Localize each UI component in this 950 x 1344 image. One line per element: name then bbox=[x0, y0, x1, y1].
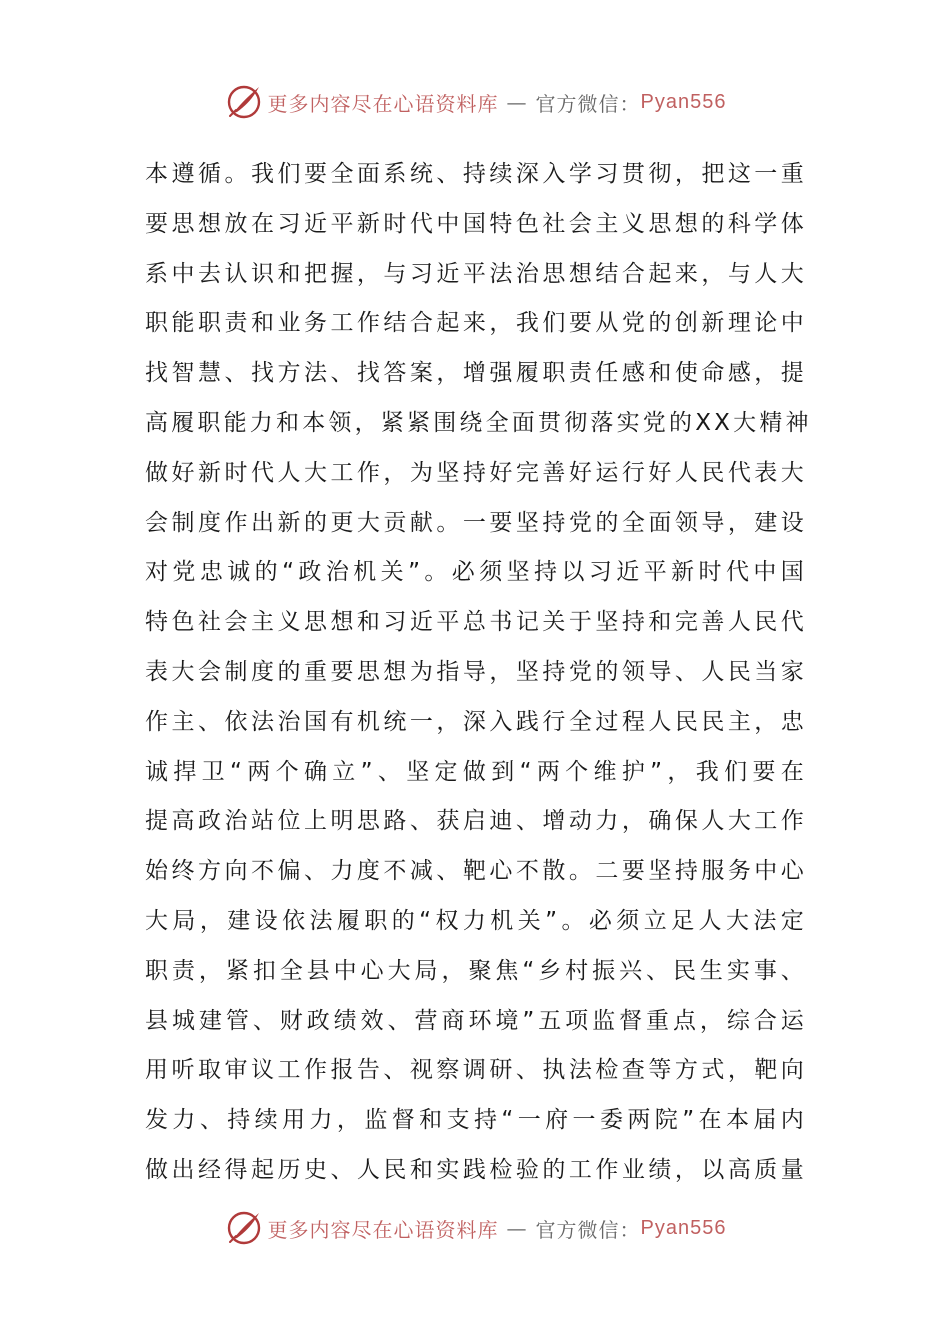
body-line: 始终方向不偏、力度不减、靶心不散。二要坚持服务中心 bbox=[145, 858, 807, 885]
body-line: 找智慧、找方法、找答案，增强履职责任感和使命感，提 bbox=[145, 360, 807, 387]
watermark-main-text: 更多内容尽在心语资料库 bbox=[267, 91, 499, 116]
watermark-separator: — bbox=[506, 1216, 528, 1240]
body-line: 大局，建设依法履职的“权力机关”。必须立足人大法定 bbox=[145, 907, 807, 934]
body-line: 职能职责和业务工作结合起来，我们要从党的创新理论中 bbox=[145, 310, 807, 337]
body-line: 诚捍卫“两个确立”、坚定做到“两个维护”，我们要在 bbox=[145, 758, 807, 785]
watermark-wechat-id: Pyan556 bbox=[640, 1216, 727, 1239]
watermark-sub-text: 官方微信： bbox=[535, 91, 641, 116]
body-line: 会制度作出新的更大贡献。一要坚持党的全面领导，建设 bbox=[145, 509, 807, 536]
document-body bbox=[145, 150, 812, 1196]
body-line: 职责，紧扣全县中心大局，聚焦“乡村振兴、民生实事、 bbox=[145, 957, 807, 984]
body-line: 用听取审议工作报告、视察调研、执法检查等方式，靶向 bbox=[145, 1057, 807, 1084]
body-line: 表大会制度的重要思想为指导，坚持党的领导、人民当家 bbox=[145, 658, 807, 685]
quill-logo-icon bbox=[224, 82, 264, 122]
body-line: 发力、持续用力，监督和支持“一府一委两院”在本届内 bbox=[145, 1107, 807, 1134]
watermark-separator: — bbox=[506, 90, 528, 114]
body-line: 做好新时代人大工作，为坚持好完善好运行好人民代表大 bbox=[145, 459, 807, 486]
body-line: 县城建管、财政绩效、营商环境”五项监督重点，综合运 bbox=[145, 1007, 807, 1034]
body-line: 做出经得起历史、人民和实践检验的工作业绩，以高质量 bbox=[145, 1156, 807, 1183]
body-line: 要思想放在习近平新时代中国特色社会主义思想的科学体 bbox=[145, 210, 807, 237]
body-line: 作主、依法治国有机统一，深入践行全过程人民民主，忠 bbox=[145, 708, 807, 735]
watermark-wechat-id: Pyan556 bbox=[640, 90, 727, 113]
body-line: 高履职能力和本领，紧紧围绕全面贯彻落实党的XX大精神 bbox=[145, 409, 812, 436]
header-watermark bbox=[0, 82, 950, 122]
footer-watermark bbox=[0, 1208, 950, 1248]
watermark-main-text: 更多内容尽在心语资料库 bbox=[267, 1217, 499, 1242]
quill-logo-icon bbox=[224, 1208, 264, 1248]
body-line: 对党忠诚的“政治机关”。必须坚持以习近平新时代中国 bbox=[145, 559, 807, 586]
watermark-sub-text: 官方微信： bbox=[535, 1217, 641, 1242]
body-line: 提高政治站位上明思路、获启迪、增动力，确保人大工作 bbox=[145, 808, 807, 835]
body-line: 特色社会主义思想和习近平总书记关于坚持和完善人民代 bbox=[145, 609, 807, 636]
body-line: 本遵循。我们要全面系统、持续深入学习贯彻，把这一重 bbox=[145, 161, 807, 187]
body-line: 系中去认识和把握，与习近平法治思想结合起来，与人大 bbox=[145, 260, 807, 287]
